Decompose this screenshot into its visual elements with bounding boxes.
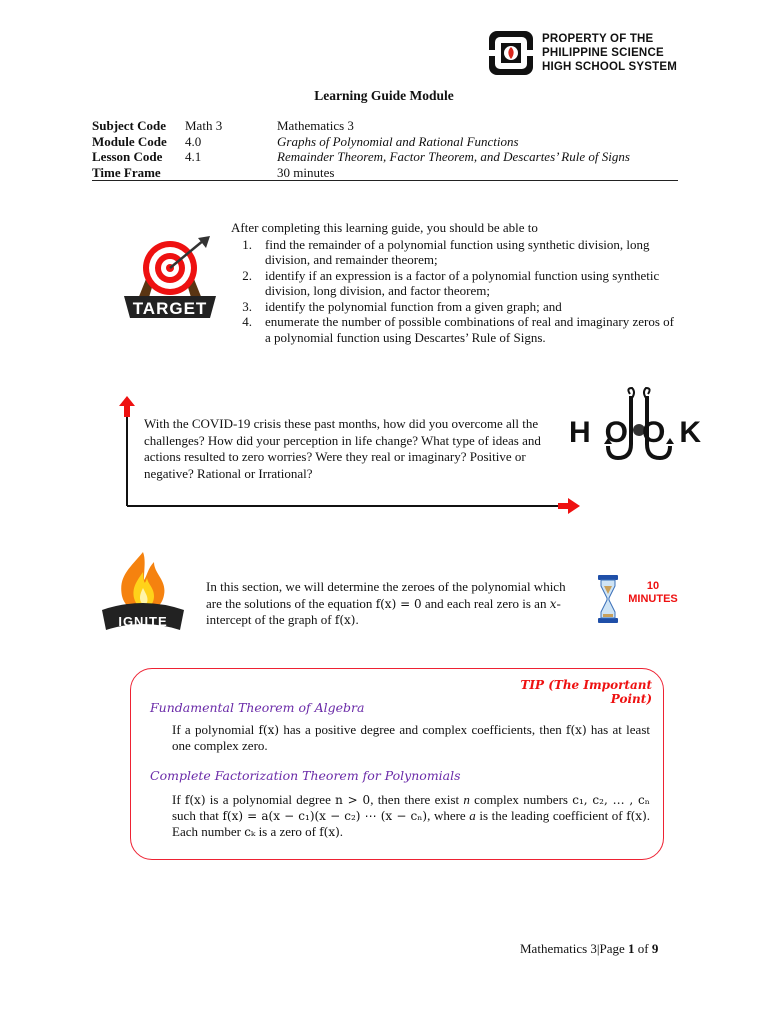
info-desc: Graphs of Polynomial and Rational Functions — [277, 133, 519, 149]
fire-icon-label: IGNITE — [118, 614, 168, 629]
objective-number: 3. — [242, 298, 252, 314]
footer-page-number: 1 — [628, 941, 635, 956]
footer-total-pages: 9 — [651, 941, 659, 956]
objective-number: 1. — [242, 236, 252, 252]
ignite-text-4: . — [355, 612, 359, 627]
theorem-2-text-j: . — [339, 824, 344, 839]
objective-text: identify the polynomial function from a given graph; and — [265, 298, 562, 314]
logo-line-3: HIGH SCHOOL SYSTEM — [542, 61, 678, 73]
objectives-list — [231, 237, 681, 346]
footer-of: of — [634, 941, 652, 956]
info-code: 4.0 — [185, 133, 202, 149]
footer-prefix: Mathematics 3|Page — [520, 941, 629, 956]
objective-number: 2. — [242, 267, 252, 283]
theorem-2-math-7: f(x) — [626, 809, 647, 823]
objective-item — [231, 237, 681, 268]
tip-title: TIP (The Important Point) — [520, 678, 652, 706]
hourglass-icon — [597, 574, 619, 624]
info-code: Math 3 — [185, 118, 223, 133]
info-row-lesson — [92, 149, 682, 165]
objective-item — [231, 268, 681, 299]
theorem-2-math-2: n > 0 — [335, 793, 371, 807]
theorem-2-math-8: cₖ — [244, 825, 256, 839]
theorem-2-body — [172, 792, 650, 840]
theorem-2-text-b: is a polynomial degree — [205, 792, 336, 807]
timer-unit: MINUTES — [628, 593, 678, 605]
info-label: Lesson Code — [92, 149, 163, 164]
ignite-text — [206, 579, 566, 629]
pshs-emblem-icon — [488, 30, 534, 76]
ignite-text-2: and each real zero is an — [421, 595, 550, 611]
ignite-text-3: -intercept of the graph of — [206, 595, 561, 627]
time-allotment — [622, 580, 684, 606]
objective-text: enumerate the number of possible combinations of real and imaginary zeros of a polynomial function using Descartes’ Rule of Signs. — [265, 314, 675, 345]
theorem-1-text-b: has a positive degree and complex coefficients, then — [279, 722, 567, 737]
theorem-2-math-3: n — [463, 792, 470, 807]
theorem-2-text-f: , where — [427, 808, 470, 823]
objective-item — [231, 299, 681, 315]
info-label: Time Frame — [92, 164, 161, 180]
ignite-text-1: In this section, we will determine the zeroes of the polynomial which are the solutions of the equation — [206, 579, 566, 611]
theorem-2-math-5: f(x) = a(x − c₁)(x − c₂) ⋯ (x − cₙ) — [222, 809, 428, 823]
ignite-math-1: f(x) = 0 — [375, 596, 422, 611]
theorem-2-text-d: complex numbers — [469, 792, 573, 807]
info-desc: Mathematics 3 — [277, 118, 354, 133]
info-code: 4.1 — [185, 149, 202, 164]
objective-number: 4. — [242, 314, 252, 329]
learning-objectives — [231, 220, 681, 345]
document-title: Learning Guide Module — [314, 88, 454, 103]
theorem-1-title: Fundamental Theorem of Algebra — [150, 700, 365, 715]
theorem-1-text-c: has at least one complex zero. — [172, 722, 650, 753]
hook-icon — [569, 386, 715, 464]
theorem-2-math-6: a — [469, 808, 476, 823]
theorem-1-body — [172, 722, 650, 754]
objective-item — [231, 314, 681, 345]
info-row-subject — [92, 118, 682, 134]
header-divider — [92, 180, 678, 181]
ignite-math-2: x — [549, 596, 557, 611]
theorem-2-text-a: If — [172, 792, 185, 807]
info-label: Module Code — [92, 133, 167, 149]
objectives-intro: After completing this learning guide, you should be able to — [231, 220, 538, 235]
theorem-2-math-9: f(x) — [319, 825, 340, 839]
hook-text: With the COVID-19 crisis these past months, how did you overcome all the challenges? How did your perception in life change? What type of ideas and actions resulted to zero worries? Were they real or imaginary? Positive or negative? Rational or Irrational? — [144, 416, 541, 481]
logo-line-2: PHILIPPINE SCIENCE — [542, 47, 664, 59]
theorem-1-math-1: f(x) — [258, 723, 280, 737]
hook-icon-label: HOOK — [569, 416, 715, 449]
theorem-2-math-1: f(x) — [184, 793, 206, 807]
timer-value: 10 — [646, 580, 660, 592]
target-icon — [118, 234, 222, 326]
info-label: Subject Code — [92, 118, 167, 133]
theorem-1-math-2: f(x) — [566, 723, 587, 737]
objective-text: identify if an expression is a factor of a polynomial function using synthetic division, long division, and factor theorem; — [265, 267, 660, 298]
logo-line-1: PROPERTY OF THE — [542, 33, 654, 45]
theorem-2-text-c: , then there exist — [370, 792, 464, 807]
theorem-2-text-e: such that — [172, 808, 223, 823]
fire-icon — [100, 550, 186, 634]
theorem-2-text-g: is the leading coefficient of — [475, 808, 627, 823]
page-footer — [520, 941, 690, 957]
theorem-2-text-i: is a zero of — [255, 824, 320, 839]
theorem-2-math-4: c₁, c₂, … , cₙ — [572, 793, 650, 807]
theorem-2-title: Complete Factorization Theorem for Polynomials — [150, 768, 461, 783]
target-icon-label: TARGET — [132, 299, 208, 318]
objective-text: find the remainder of a polynomial function using synthetic division, long division, and remainder theorem; — [265, 236, 650, 267]
ignite-math-3: f(x) — [334, 613, 356, 627]
info-row-time — [92, 165, 682, 181]
info-desc: 30 minutes — [277, 164, 335, 180]
pshs-logo — [488, 30, 688, 76]
info-row-module — [92, 134, 682, 150]
module-info-table — [92, 118, 682, 180]
theorem-2-text-h: . Each number — [172, 808, 651, 839]
info-code — [185, 165, 277, 181]
info-desc: Remainder Theorem, Factor Theorem, and Descartes’ Rule of Signs — [277, 149, 630, 164]
theorem-1-text-a: If a polynomial — [172, 722, 259, 737]
